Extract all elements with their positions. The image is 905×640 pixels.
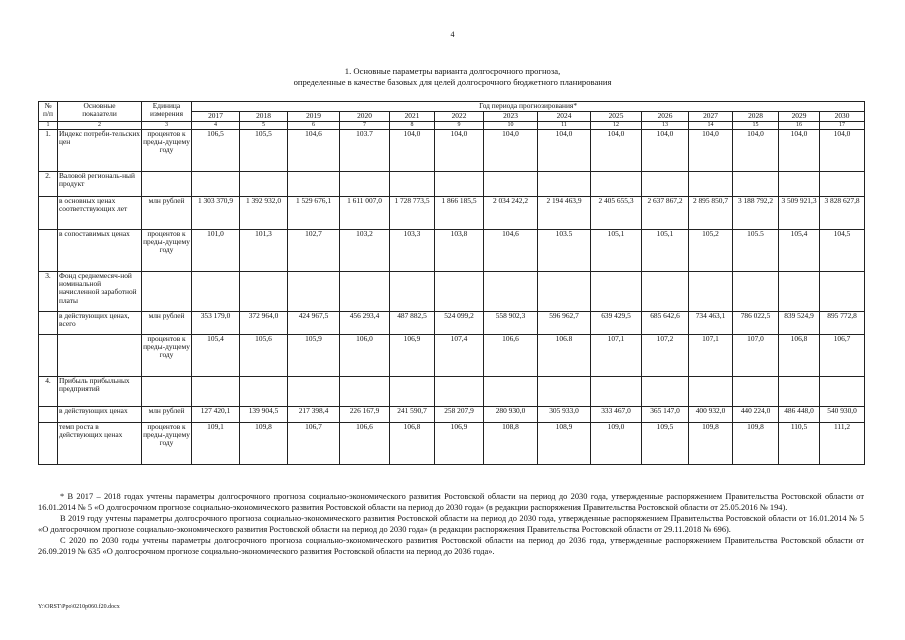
value-cell: 241 590,7 bbox=[390, 406, 435, 422]
row-unit: процентов к преды-дущему году bbox=[142, 129, 192, 171]
value-cell: 105,4 bbox=[192, 334, 240, 376]
value-cell: 558 902,3 bbox=[484, 311, 538, 334]
value-cell bbox=[390, 171, 435, 196]
value-cell: 104,0 bbox=[484, 129, 538, 171]
value-cell: 103,8 bbox=[435, 229, 484, 271]
row-number bbox=[39, 229, 58, 271]
column-index: 5 bbox=[240, 122, 288, 130]
value-cell bbox=[689, 376, 733, 406]
value-cell: 107,1 bbox=[689, 334, 733, 376]
year-header: 2028 bbox=[733, 112, 779, 122]
column-index: 2 bbox=[58, 122, 142, 130]
row-number bbox=[39, 422, 58, 464]
footnotes bbox=[38, 491, 864, 558]
value-cell: 109,8 bbox=[240, 422, 288, 464]
year-header: 2022 bbox=[435, 112, 484, 122]
value-cell: 486 448,0 bbox=[779, 406, 820, 422]
value-cell bbox=[435, 171, 484, 196]
value-cell bbox=[390, 271, 435, 311]
value-cell: 103,3 bbox=[390, 229, 435, 271]
value-cell: 107,2 bbox=[642, 334, 689, 376]
header-row-1 bbox=[39, 102, 865, 112]
row-label bbox=[58, 334, 142, 376]
table-row bbox=[39, 334, 865, 376]
row-label: в основных ценах соответствующих лет bbox=[58, 196, 142, 229]
value-cell: 353 179,0 bbox=[192, 311, 240, 334]
value-cell: 105,9 bbox=[288, 334, 340, 376]
value-cell: 106,0 bbox=[340, 334, 390, 376]
file-path: Y:\ORST\Ppo\0210p060.f20.docx bbox=[38, 604, 120, 610]
year-header: 2026 bbox=[642, 112, 689, 122]
value-cell bbox=[240, 271, 288, 311]
header-num bbox=[39, 102, 58, 122]
value-cell: 1 303 370,9 bbox=[192, 196, 240, 229]
value-cell: 105,1 bbox=[591, 229, 642, 271]
table-body bbox=[39, 129, 865, 464]
value-cell bbox=[435, 271, 484, 311]
value-cell: 104,5 bbox=[820, 229, 865, 271]
value-cell: 3 509 921,3 bbox=[779, 196, 820, 229]
value-cell: 3 188 792,2 bbox=[733, 196, 779, 229]
document-title bbox=[0, 66, 905, 88]
value-cell: 105,2 bbox=[689, 229, 733, 271]
row-unit: процентов к преды-дущему году bbox=[142, 229, 192, 271]
value-cell: 109,5 bbox=[642, 422, 689, 464]
value-cell: 104,0 bbox=[779, 129, 820, 171]
value-cell bbox=[733, 271, 779, 311]
value-cell bbox=[779, 376, 820, 406]
value-cell: 104,0 bbox=[820, 129, 865, 171]
value-cell bbox=[288, 376, 340, 406]
value-cell bbox=[591, 171, 642, 196]
value-cell: 105,1 bbox=[642, 229, 689, 271]
value-cell bbox=[779, 171, 820, 196]
value-cell: 102,7 bbox=[288, 229, 340, 271]
row-unit: процентов к преды-дущему году bbox=[142, 334, 192, 376]
value-cell: 487 882,5 bbox=[390, 311, 435, 334]
header-unit: Единица измерения bbox=[142, 102, 192, 122]
value-cell: 1 728 773,5 bbox=[390, 196, 435, 229]
row-unit bbox=[142, 271, 192, 311]
column-index: 12 bbox=[591, 122, 642, 130]
value-cell bbox=[240, 171, 288, 196]
year-header: 2021 bbox=[390, 112, 435, 122]
value-cell: 139 904,5 bbox=[240, 406, 288, 422]
row-number bbox=[39, 406, 58, 422]
table-row bbox=[39, 229, 865, 271]
row-number: 3. bbox=[39, 271, 58, 311]
value-cell bbox=[484, 271, 538, 311]
footnote-1: * В 2017 – 2018 годах учтены параметры долгосрочного прогноза социально-экономического развития Ростовской области на период до 2030 года, утвержденные распоряжением Правительства Ростовской области от 16.01.2014 № 5 «О долгосрочном прогнозе социально-экономического развития Ростовской области на период до 2030 года» (в редакции распоряжения Правительства Ростовской области от 25.05.2016 № 194). bbox=[38, 492, 864, 513]
header-num-line-1: № bbox=[44, 101, 52, 110]
value-cell: 1 392 932,0 bbox=[240, 196, 288, 229]
value-cell: 1 611 007,0 bbox=[340, 196, 390, 229]
table-row bbox=[39, 196, 865, 229]
row-label: Валовой региональ-ный продукт bbox=[58, 171, 142, 196]
value-cell: 103,2 bbox=[340, 229, 390, 271]
year-header: 2019 bbox=[288, 112, 340, 122]
value-cell bbox=[689, 271, 733, 311]
value-cell: 109,8 bbox=[733, 422, 779, 464]
value-cell bbox=[288, 171, 340, 196]
footnote-2: В 2019 году учтены параметры долгосрочного прогноза социально-экономического развития Ростовской области на период до 2030 года, утвержденные распоряжением Правительства Ростовской области от 16.01.2014 № 5 «О долгосрочном прогнозе социально-экономического развития Ростовской области на период до 2030 года» (в редакции распоряжения Правительства Ростовской области от 29.11.2018 № 696). bbox=[38, 514, 864, 535]
row-label: Индекс потреби-тельских цен bbox=[58, 129, 142, 171]
row-label: в сопоставимых ценах bbox=[58, 229, 142, 271]
header-period: Год периода прогнозирования* bbox=[192, 102, 865, 112]
table-row bbox=[39, 129, 865, 171]
value-cell: 104,6 bbox=[484, 229, 538, 271]
value-cell: 107,4 bbox=[435, 334, 484, 376]
value-cell bbox=[591, 376, 642, 406]
value-cell: 2 637 867,2 bbox=[642, 196, 689, 229]
value-cell bbox=[340, 171, 390, 196]
value-cell bbox=[779, 271, 820, 311]
value-cell: 524 099,2 bbox=[435, 311, 484, 334]
value-cell bbox=[340, 271, 390, 311]
value-cell bbox=[820, 171, 865, 196]
value-cell bbox=[820, 376, 865, 406]
value-cell bbox=[484, 376, 538, 406]
row-unit: процентов к преды-дущему году bbox=[142, 422, 192, 464]
column-index: 16 bbox=[779, 122, 820, 130]
value-cell: 2 405 655,3 bbox=[591, 196, 642, 229]
value-cell: 105,6 bbox=[240, 334, 288, 376]
row-number bbox=[39, 311, 58, 334]
value-cell: 104,0 bbox=[689, 129, 733, 171]
column-index: 10 bbox=[484, 122, 538, 130]
value-cell: 104,0 bbox=[435, 129, 484, 171]
table-row bbox=[39, 422, 865, 464]
value-cell: 104,0 bbox=[538, 129, 591, 171]
value-cell: 108,8 bbox=[484, 422, 538, 464]
value-cell bbox=[538, 171, 591, 196]
value-cell: 685 642,6 bbox=[642, 311, 689, 334]
value-cell: 106,7 bbox=[820, 334, 865, 376]
value-cell: 105,4 bbox=[779, 229, 820, 271]
value-cell: 440 224,0 bbox=[733, 406, 779, 422]
value-cell: 108,9 bbox=[538, 422, 591, 464]
column-index: 8 bbox=[390, 122, 435, 130]
value-cell: 106,9 bbox=[390, 334, 435, 376]
value-cell: 106,8 bbox=[390, 422, 435, 464]
value-cell: 305 933,0 bbox=[538, 406, 591, 422]
value-cell: 639 429,5 bbox=[591, 311, 642, 334]
value-cell: 106,6 bbox=[340, 422, 390, 464]
value-cell: 104,0 bbox=[733, 129, 779, 171]
value-cell: 104,6 bbox=[288, 129, 340, 171]
value-cell: 106,7 bbox=[288, 422, 340, 464]
value-cell: 104,0 bbox=[642, 129, 689, 171]
year-header: 2029 bbox=[779, 112, 820, 122]
value-cell: 734 463,1 bbox=[689, 311, 733, 334]
column-index: 9 bbox=[435, 122, 484, 130]
column-index: 7 bbox=[340, 122, 390, 130]
value-cell bbox=[689, 171, 733, 196]
value-cell bbox=[733, 171, 779, 196]
value-cell bbox=[192, 271, 240, 311]
table-row bbox=[39, 376, 865, 406]
value-cell: 2 034 242,2 bbox=[484, 196, 538, 229]
row-unit: млн рублей bbox=[142, 196, 192, 229]
row-unit: млн рублей bbox=[142, 406, 192, 422]
year-header: 2025 bbox=[591, 112, 642, 122]
value-cell: 372 964,0 bbox=[240, 311, 288, 334]
row-label: Фонд среднемесяч-ной номинальной начисленной заработной платы bbox=[58, 271, 142, 311]
value-cell: 109,8 bbox=[689, 422, 733, 464]
row-number bbox=[39, 196, 58, 229]
value-cell: 2 194 463,9 bbox=[538, 196, 591, 229]
header-num-line-2: п/п bbox=[43, 109, 53, 119]
value-cell: 895 772,8 bbox=[820, 311, 865, 334]
value-cell: 109,0 bbox=[591, 422, 642, 464]
year-header: 2030 bbox=[820, 112, 865, 122]
value-cell: 106,6 bbox=[484, 334, 538, 376]
value-cell: 104,0 bbox=[591, 129, 642, 171]
value-cell: 106,9 bbox=[435, 422, 484, 464]
table-row bbox=[39, 311, 865, 334]
column-index: 1 bbox=[39, 122, 58, 130]
value-cell: 258 207,9 bbox=[435, 406, 484, 422]
column-index: 6 bbox=[288, 122, 340, 130]
value-cell bbox=[820, 271, 865, 311]
value-cell: 127 420,1 bbox=[192, 406, 240, 422]
value-cell bbox=[288, 271, 340, 311]
forecast-table bbox=[38, 101, 865, 465]
column-index: 14 bbox=[689, 122, 733, 130]
value-cell: 1 866 185,5 bbox=[435, 196, 484, 229]
year-header: 2027 bbox=[689, 112, 733, 122]
table-row bbox=[39, 406, 865, 422]
header-indicators: Основные показатели bbox=[58, 102, 142, 122]
column-index: 17 bbox=[820, 122, 865, 130]
value-cell: 839 524,9 bbox=[779, 311, 820, 334]
row-number: 2. bbox=[39, 171, 58, 196]
row-label: темп роста в действующих ценах bbox=[58, 422, 142, 464]
value-cell: 424 967,5 bbox=[288, 311, 340, 334]
value-cell: 103.5 bbox=[538, 229, 591, 271]
column-index: 3 bbox=[142, 122, 192, 130]
value-cell: 3 828 627,8 bbox=[820, 196, 865, 229]
value-cell: 110,5 bbox=[779, 422, 820, 464]
value-cell: 101,0 bbox=[192, 229, 240, 271]
column-index: 4 bbox=[192, 122, 240, 130]
value-cell: 105.5 bbox=[733, 229, 779, 271]
row-unit bbox=[142, 171, 192, 196]
value-cell: 106.8 bbox=[538, 334, 591, 376]
value-cell: 105,5 bbox=[240, 129, 288, 171]
table-row bbox=[39, 171, 865, 196]
footnote-3: С 2020 по 2030 годы учтены параметры долгосрочного прогноза социально-экономического развития Ростовской области на период до 2036 года, утвержденные распоряжением Правительства Ростовской области от 26.09.2019 № 635 «О долгосрочном прогнозе социально-экономического развития Ростовской области на период до 2036 года». bbox=[38, 536, 864, 557]
row-label: в действующих ценах bbox=[58, 406, 142, 422]
value-cell bbox=[390, 376, 435, 406]
page-number: 4 bbox=[450, 30, 455, 39]
row-label: Прибыль прибыльных предприятий bbox=[58, 376, 142, 406]
title-line-2: определенные в качестве базовых для целей долгосрочного бюджетного планирования bbox=[293, 77, 612, 87]
year-header: 2020 bbox=[340, 112, 390, 122]
value-cell bbox=[733, 376, 779, 406]
value-cell bbox=[538, 271, 591, 311]
value-cell: 217 398,4 bbox=[288, 406, 340, 422]
value-cell: 106,5 bbox=[192, 129, 240, 171]
value-cell: 786 022,5 bbox=[733, 311, 779, 334]
value-cell bbox=[538, 376, 591, 406]
title-line-1: 1. Основные параметры варианта долгосрочного прогноза, bbox=[344, 66, 561, 76]
value-cell: 107,0 bbox=[733, 334, 779, 376]
value-cell: 2 895 850,7 bbox=[689, 196, 733, 229]
value-cell bbox=[591, 271, 642, 311]
value-cell: 103.7 bbox=[340, 129, 390, 171]
value-cell bbox=[240, 376, 288, 406]
row-unit: млн рублей bbox=[142, 311, 192, 334]
value-cell: 106,8 bbox=[779, 334, 820, 376]
value-cell: 365 147,0 bbox=[642, 406, 689, 422]
value-cell bbox=[192, 171, 240, 196]
value-cell bbox=[192, 376, 240, 406]
value-cell bbox=[484, 171, 538, 196]
row-unit bbox=[142, 376, 192, 406]
value-cell: 104,0 bbox=[390, 129, 435, 171]
year-header: 2024 bbox=[538, 112, 591, 122]
value-cell: 540 930,0 bbox=[820, 406, 865, 422]
column-index: 15 bbox=[733, 122, 779, 130]
year-header: 2023 bbox=[484, 112, 538, 122]
table-row bbox=[39, 271, 865, 311]
value-cell: 109,1 bbox=[192, 422, 240, 464]
row-number: 1. bbox=[39, 129, 58, 171]
value-cell: 280 930,0 bbox=[484, 406, 538, 422]
row-number: 4. bbox=[39, 376, 58, 406]
value-cell bbox=[642, 171, 689, 196]
value-cell: 111,2 bbox=[820, 422, 865, 464]
value-cell: 226 167,9 bbox=[340, 406, 390, 422]
year-header: 2018 bbox=[240, 112, 288, 122]
column-index: 13 bbox=[642, 122, 689, 130]
value-cell bbox=[642, 376, 689, 406]
value-cell: 107,1 bbox=[591, 334, 642, 376]
row-number bbox=[39, 334, 58, 376]
header-index-row bbox=[39, 122, 865, 130]
value-cell: 456 293,4 bbox=[340, 311, 390, 334]
value-cell: 596 962,7 bbox=[538, 311, 591, 334]
value-cell: 1 529 676,1 bbox=[288, 196, 340, 229]
value-cell: 333 467,0 bbox=[591, 406, 642, 422]
value-cell bbox=[340, 376, 390, 406]
row-label: в действующих ценах, всего bbox=[58, 311, 142, 334]
value-cell bbox=[435, 376, 484, 406]
column-index: 11 bbox=[538, 122, 591, 130]
value-cell bbox=[642, 271, 689, 311]
year-header: 2017 bbox=[192, 112, 240, 122]
value-cell: 101,3 bbox=[240, 229, 288, 271]
value-cell: 400 932,0 bbox=[689, 406, 733, 422]
